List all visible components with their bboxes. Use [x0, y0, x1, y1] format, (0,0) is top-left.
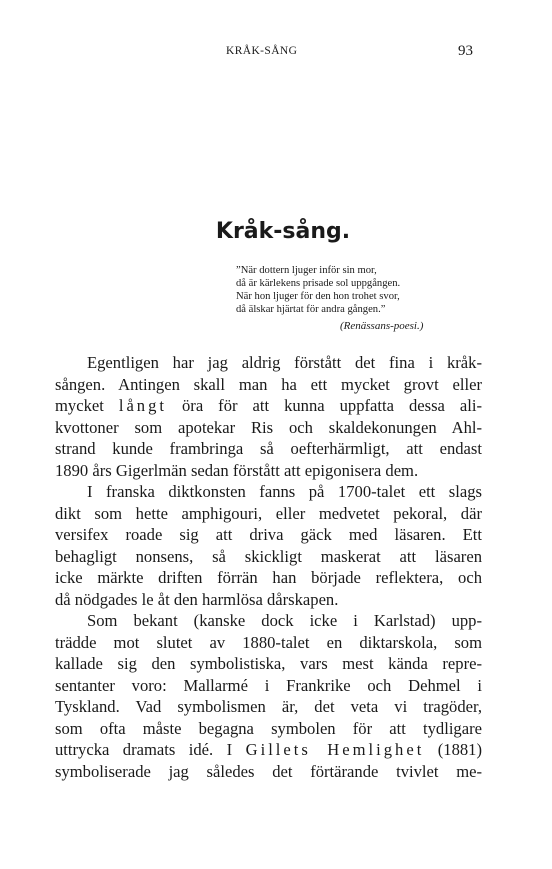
body-line: behagligt nonsens, så skickligt maskerat att läsaren [55, 546, 482, 566]
body-line: mycket långt öra för att kunna uppfatta dessa ali- [55, 396, 482, 415]
body-line: I franska diktkonsten fanns på 1700-talet ett slags [87, 482, 482, 501]
body-line: Egentligen har jag aldrig förstått det fina i kråk- [87, 353, 482, 372]
body-line: Tyskland. Vad symbolismen är, det veta vi tragöder, [55, 697, 482, 716]
running-head [0, 43, 552, 63]
body-line: Som bekant (kanske dock icke i Karlstad) upp- [87, 611, 482, 630]
body-line: 1890 års Gigerlmän sedan förstått att epigonisera dem. [55, 460, 419, 480]
spaced-emphasis: Gillets Hemlighet [245, 740, 425, 759]
body-line: sången. Antingen skall man ha ett mycket grovt eller [55, 374, 482, 394]
epigraph-line: ”När dottern ljuger inför sin mor, [236, 265, 377, 276]
spaced-emphasis: långt [118, 396, 168, 415]
body-line: kallade sig den symbolistiska, vars mest kända repre- [55, 654, 482, 673]
body-line: då nödgades le åt den harmlösa dårskapen. [55, 589, 339, 609]
epigraph-line: då älskar hjärtat för andra gången.” [236, 304, 386, 315]
body-text [55, 352, 482, 782]
body-line: trädde mot slutet av 1880-talet en diktarskola, som [55, 632, 482, 652]
body-line: icke märkte driften förrän han började reflektera, och [55, 568, 482, 587]
body-line: strand kunde frambringa så oefterhärmligt, att endast [55, 439, 482, 458]
epigraph-source: (Renässans-poesi.) [340, 320, 424, 332]
epigraph-line: När hon ljuger för den hon trohet svor, [236, 291, 400, 302]
body-line: kvottoner som apotekar Ris och skaldekonungen Ahl- [55, 417, 482, 437]
body-line: versifex roade sig att driva gäck med läsaren. Ett [55, 525, 482, 544]
body-line: symboliserade jag således det förtärande tvivlet me- [55, 761, 482, 781]
body-line: sentanter voro: Mallarmé i Frankrike och Dehmel i [55, 675, 482, 695]
epigraph [236, 264, 496, 333]
chapter-title: Kråk-sång. [215, 219, 351, 244]
epigraph-line: då är kärlekens prisade sol uppgången. [236, 278, 401, 289]
body-line: dikt som hette amphigouri, eller medvetet pekoral, där [55, 503, 482, 523]
page-number: 93 [458, 43, 473, 59]
body-line: som ofta måste begagna symbolen för att tydligare [55, 718, 482, 738]
body-line: uttrycka dramats idé. I Gillets Hemlighet (1881) [55, 740, 483, 759]
running-title: KRÅK-SÅNG [226, 45, 298, 57]
